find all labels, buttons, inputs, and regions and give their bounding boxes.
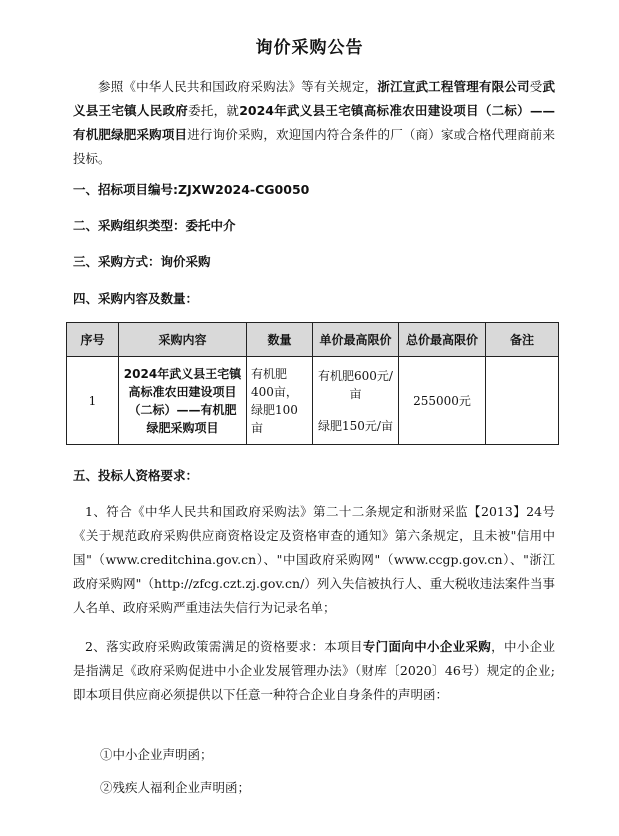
header-qty: 数量	[247, 323, 313, 357]
intro-paragraph	[73, 75, 555, 171]
unit-price-organic: 有机肥600元/亩	[318, 368, 393, 401]
table-header-row	[67, 323, 559, 357]
option-2: ②残疾人福利企业声明函；	[100, 780, 251, 795]
page-title: 询价采购公告	[255, 38, 364, 58]
unit-price-green: 绿肥150元/亩	[318, 418, 393, 433]
header-item: 采购内容	[119, 323, 247, 357]
header-unit-price: 单价最高限价	[313, 323, 399, 357]
requirement-2-text-a: 2、落实政府采购政策需满足的资格要求：本项目	[85, 639, 363, 654]
requirement-1: 1、符合《中华人民共和国政府采购法》第二十二条规定和浙财采监【2013】24号《关于规范政府采购供应商资格设定及资格审查的通知》第六条规定，且未被"信用中国"（www.creditchina.gov.cn）、"中国政府采购网"（www.ccgp.gov.cn）、"浙江政府采购网"（http://zfcg.czt.zj.gov.cn/）列入失信被执行人、重大税收违法案件当事人名单、政府采购严重违法失信行为记录名单；	[73, 504, 555, 615]
header-total-price: 总价最高限价	[399, 323, 486, 357]
section-project-number: 一、招标项目编号:ZJXW2024-CG0050	[73, 182, 310, 197]
header-note: 备注	[486, 323, 559, 357]
cell-item: 2024年武义县王宅镇高标准农田建设项目（二标）——有机肥绿肥采购项目	[119, 357, 247, 445]
section-qualifications: 五、投标人资格要求：	[73, 468, 199, 483]
cell-total: 255000元	[399, 357, 486, 445]
header-no: 序号	[67, 323, 119, 357]
intro-text-3: 委托，就	[188, 103, 240, 118]
requirement-2	[73, 635, 555, 707]
section-content: 四、采购内容及数量：	[73, 291, 199, 306]
requirement-2-emphasis: 专门面向中小企业采购	[362, 639, 492, 654]
client-name: 武义县王宅镇人民政府	[73, 79, 555, 118]
table-row	[67, 357, 559, 445]
cell-qty: 有机肥400亩，绿肥100亩	[247, 357, 313, 445]
cell-no: 1	[67, 357, 119, 445]
cell-unit-price	[313, 357, 399, 445]
agency-name: 浙江宣武工程管理有限公司	[377, 79, 530, 94]
intro-text-2: 受	[529, 79, 543, 94]
cell-note	[486, 357, 559, 445]
intro-text-4: 进行询价采购，欢迎国内符合条件的厂（商）家或合格代理商前来投标。	[73, 127, 555, 166]
procurement-table	[66, 322, 559, 445]
intro-text-1: 参照《中华人民共和国政府采购法》等有关规定，	[98, 79, 378, 94]
requirement-2-text-b: ，中小企业是指满足《政府采购促进中小企业发展管理办法》（财库〔2020〕46号）规定的企业;即本项目供应商必须提供以下任意一种符合企业自身条件的声明函：	[73, 639, 555, 702]
section-org-type: 二、采购组织类型：委托中介	[73, 218, 236, 233]
section-method: 三、采购方式：询价采购	[73, 254, 211, 269]
project-name: 2024年武义县王宅镇高标准农田建设项目（二标）——有机肥绿肥采购项目	[73, 103, 555, 142]
option-1: ①中小企业声明函；	[100, 747, 213, 762]
